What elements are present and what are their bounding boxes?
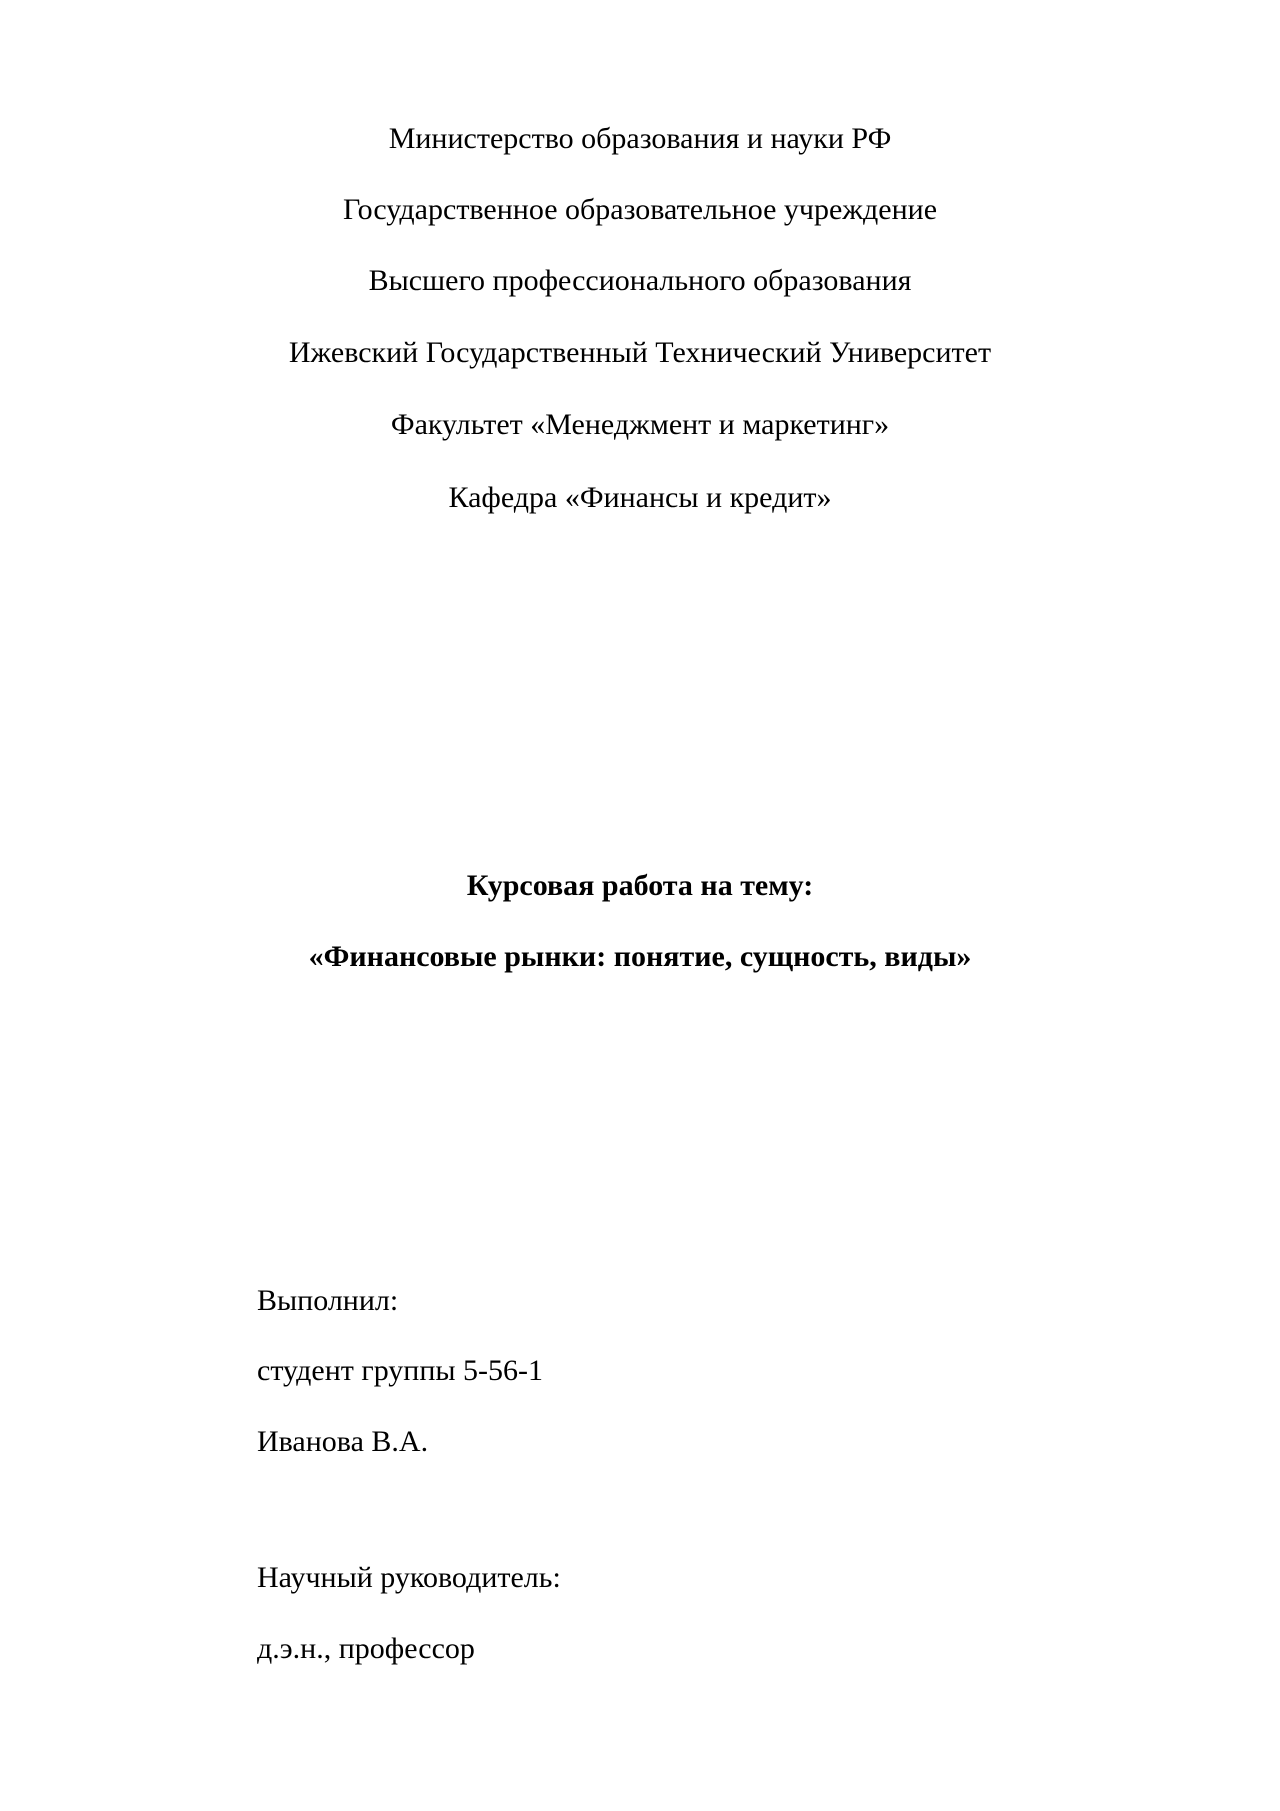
university-line: Ижевский Государственный Технический Университет [288,336,992,369]
supervisor-label: Научный руководитель: [257,1561,561,1594]
performer-group: студент группы 5-56-1 [257,1354,544,1387]
performer-label: Выполнил: [257,1284,399,1317]
education-level-line: Высшего профессионального образования [368,264,912,297]
work-topic: «Финансовые рынки: понятие, сущность, виды» [308,940,972,973]
work-title-label: Курсовая работа на тему: [466,869,814,902]
performer-name: Иванова В.А. [257,1425,429,1458]
department-line: Кафедра «Финансы и кредит» [448,481,832,514]
faculty-line: Факультет «Менеджмент и маркетинг» [390,408,890,441]
supervisor-degree: д.э.н., профессор [257,1632,475,1665]
ministry-line: Министерство образования и науки РФ [388,122,892,155]
institution-type-line: Государственное образовательное учреждение [342,193,938,226]
